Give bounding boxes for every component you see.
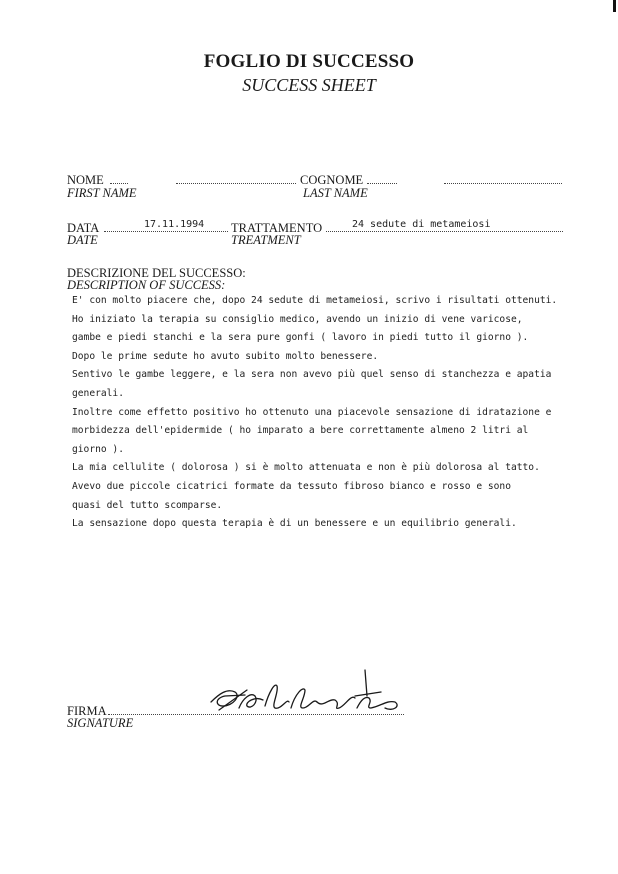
data-field-line[interactable] <box>104 231 228 232</box>
description-label-en: DESCRIPTION OF SUCCESS: <box>67 278 226 292</box>
description-line: Ho iniziato la terapia su consiglio medico, avendo un inizio di vene varicose, <box>72 313 523 325</box>
date-label: DATE <box>67 233 98 247</box>
description-line: gambe e piedi stanchi e la sera pure gonfi ( lavoro in piedi tutto il giorno ). <box>72 332 529 344</box>
description-line: giorno ). <box>72 443 124 455</box>
document-subtitle: SUCCESS SHEET <box>242 75 376 95</box>
description-line: quasi del tutto scomparse. <box>72 499 223 511</box>
data-label: DATA <box>67 221 100 235</box>
trattamento-value: 24 sedute di metameiosi <box>352 219 491 230</box>
signature-label: SIGNATURE <box>67 716 134 730</box>
scan-edge-mark <box>613 0 616 12</box>
trattamento-label: TRATTAMENTO <box>231 221 323 235</box>
nome-field-line-2[interactable] <box>176 183 296 184</box>
description-text <box>72 292 592 534</box>
description-line: La sensazione dopo questa terapia è di un benessere e un equilibrio generali. <box>72 518 517 530</box>
last-name-label: LAST NAME <box>303 186 368 200</box>
trattamento-field-line[interactable] <box>326 231 563 232</box>
firma-label: FIRMA <box>67 704 107 718</box>
description-line: La mia cellulite ( dolorosa ) si è molto attenuata e non è più dolorosa al tatto. <box>72 462 540 474</box>
description-line: Inoltre come effetto positivo ho ottenuto una piacevole sensazione di idratazione e <box>72 406 552 418</box>
description-line: generali. <box>72 387 124 399</box>
data-value: 17.11.1994 <box>144 219 205 230</box>
nome-field-line[interactable] <box>110 183 128 184</box>
description-line: Sentivo le gambe leggere, e la sera non avevo più quel senso di stanchezza e apatia <box>72 369 552 381</box>
first-name-label: FIRST NAME <box>67 186 137 200</box>
description-line: morbidezza dell'epidermide ( ho imparato a bere correttamente almeno 2 litri al <box>72 425 529 437</box>
nome-label: NOME <box>67 173 104 187</box>
description-line: Dopo le prime sedute ho avuto subito molto benessere. <box>72 350 379 362</box>
description-label-it: DESCRIZIONE DEL SUCCESSO: <box>67 266 246 280</box>
description-line: Avevo due piccole cicatrici formate da tessuto fibroso bianco e rosso e sono <box>72 480 511 492</box>
treatment-label: TREATMENT <box>231 233 301 247</box>
document-header <box>0 50 618 96</box>
cognome-field-line[interactable] <box>367 183 397 184</box>
document-title: FOGLIO DI SUCCESSO <box>203 51 415 72</box>
cognome-label: COGNOME <box>300 173 364 187</box>
cognome-field-line-2[interactable] <box>444 183 562 184</box>
description-line: E' con molto piacere che, dopo 24 sedute di metameiosi, scrivo i risultati ottenuti. <box>72 295 558 306</box>
handwritten-signature <box>205 662 415 722</box>
